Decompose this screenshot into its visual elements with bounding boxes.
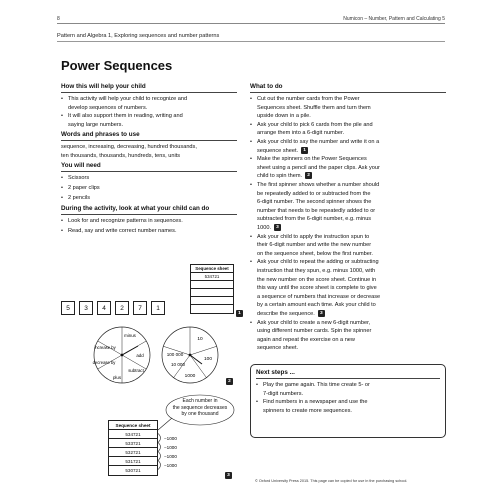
sequence-sheet-row (191, 305, 233, 313)
instruction-bullet (250, 233, 369, 242)
need-item: • Scissors (61, 174, 89, 183)
step-badge: 1 (301, 147, 308, 154)
spinner-label: plus (112, 375, 122, 380)
book-title: Numicon – Number, Pattern and Calculating 5 (343, 16, 445, 22)
instruction-bullet (250, 181, 379, 190)
step-badge: 1 (236, 310, 243, 317)
sequence-sheet-row: 533721 (109, 439, 157, 448)
callout-line: the sequence decreases (172, 404, 228, 411)
sequence-sheet-example (108, 420, 158, 476)
copyright-footer: © Oxford University Press 2015. This page can be copied for use in the purchasing school. (255, 479, 408, 483)
unit-subtitle: Pattern and Algebra 1, Exploring sequences and number patterns (57, 33, 220, 39)
number-card: 1 (151, 301, 165, 315)
instruction-text: subtracted from the 6-digit number, e.g. minus (257, 216, 372, 223)
words-heading: Words and phrases to use (61, 131, 140, 138)
words-line: ten thousands, thousands, hundreds, tens, units (61, 152, 181, 159)
step-badge: 3 (225, 472, 232, 479)
sequence-sheet-title: Sequence sheet (191, 265, 233, 273)
spinner-label: 100 (203, 357, 213, 362)
help-bullet: • This activity will help your child to recognize and (61, 95, 187, 104)
spinner-label: 10 000 (170, 362, 186, 367)
number-card: 4 (97, 301, 111, 315)
instruction-line (263, 407, 352, 416)
instruction-text: using different number cards. Spin the spinner (257, 328, 372, 335)
during-heading: During the activity, look at what your child can do (61, 205, 210, 212)
instruction-text: Ask your child to repeat the adding or subtracting (257, 259, 379, 266)
instruction-text: describe the sequence. (257, 311, 315, 317)
instruction-bullet (250, 155, 367, 164)
instruction-bullet (256, 398, 367, 407)
instruction-line (257, 164, 380, 173)
instruction-text: sequence sheet. (257, 345, 299, 352)
step-badge: 2 (305, 172, 312, 179)
sequence-sheet-row (191, 281, 233, 289)
difference-label: −1000 (164, 436, 177, 441)
callout-text (168, 398, 232, 418)
instruction-bullet (250, 138, 379, 147)
instruction-line (263, 390, 303, 399)
words-line: sequence, increasing, decreasing, hundred thousands, (61, 144, 197, 150)
spinner-label: 10 (197, 337, 203, 342)
instruction-line (257, 190, 371, 199)
spinner-label: subtract (128, 368, 144, 373)
header-rule (57, 23, 445, 24)
instruction-line (257, 276, 376, 285)
instruction-bullet (250, 95, 360, 104)
step-badge: 2 (226, 378, 233, 385)
instruction-line (257, 301, 376, 310)
instruction-text: sheet using a pencil and the paper clips. Ask your (257, 164, 380, 171)
sequence-sheet-small (190, 264, 234, 314)
difference-label: −1000 (164, 445, 177, 450)
callout-line: Each number in (182, 398, 218, 404)
instruction-text: their 6-digit number and write the new number (257, 242, 372, 249)
page-number: 8 (57, 16, 60, 22)
instruction-text: Find numbers in a newspaper and use the (263, 399, 368, 406)
instruction-line (257, 129, 344, 138)
number-card: 3 (79, 301, 93, 315)
instruction-text: on the sequence sheet, below the first number. (257, 250, 373, 257)
instruction-line (257, 267, 375, 276)
number-card: 7 (133, 301, 147, 315)
during-item: • Look for and recognize patterns in sequences. (61, 217, 183, 226)
instruction-text: Ask your child to apply the instruction spun to (257, 233, 370, 240)
need-item: • 2 pencils (61, 194, 90, 203)
step-badge: 3 (274, 224, 281, 231)
instruction-line (257, 336, 355, 345)
need-rule (61, 171, 237, 172)
next-steps-heading: Next steps ... (256, 369, 295, 376)
number-card: 5 (61, 301, 75, 315)
next-steps-rule (256, 378, 440, 379)
instruction-line (257, 207, 375, 216)
need-heading: You will need (61, 162, 101, 169)
instruction-line (257, 327, 371, 336)
sequence-sheet-row (191, 289, 233, 297)
help-line: develop sequences of numbers. (68, 104, 148, 111)
instruction-line (257, 344, 298, 353)
instruction-text: Ask your child to create a new 6-digit number, (257, 319, 371, 326)
instruction-bullet (250, 258, 379, 267)
instruction-text: Ask your child to say the number and write it on a (257, 139, 380, 145)
todo-heading: What to do (250, 83, 283, 90)
instruction-text: instruction that they spun, e.g. minus 1000, with (257, 268, 376, 274)
instruction-line (257, 310, 325, 319)
page-title: Power Sequences (61, 58, 173, 73)
sequence-sheet-row: 531721 (109, 457, 157, 466)
during-rule (61, 214, 237, 215)
instruction-line (257, 250, 373, 259)
instruction-text: Make the spinners on the Power Sequences (257, 156, 367, 163)
spinners-figure (92, 324, 222, 386)
subtitle-rule (57, 41, 445, 42)
instruction-text: number that needs to be repeatedly added to or (257, 207, 376, 214)
instruction-text: Cut out the number cards from the Power (257, 96, 360, 102)
sequence-sheet-title: Sequence sheet (109, 421, 157, 430)
instruction-text: The first spinner shows whether a number should (257, 182, 380, 188)
during-item: • Read, say and write correct number names. (61, 227, 177, 236)
running-header (57, 14, 445, 24)
instruction-line (257, 172, 312, 181)
instruction-text: Play the game again. This time create 5- or (263, 382, 370, 388)
instruction-line (257, 198, 371, 207)
instruction-line (257, 241, 371, 250)
instruction-text: a sequence of numbers that increase or decrease (257, 293, 381, 300)
instruction-text: by a certain amount each time. Ask your child to (257, 302, 376, 309)
operation-spinner (93, 327, 150, 383)
instruction-line (257, 224, 281, 233)
words-rule (61, 140, 237, 141)
instruction-line (257, 293, 380, 302)
sequence-sheet-row (191, 297, 233, 305)
instruction-bullet (250, 121, 373, 130)
amount-spinner (162, 327, 218, 383)
instruction-text: the new number on the score sheet. Continue in (257, 276, 377, 283)
instruction-text: this way until the score sheet is complete to give (257, 285, 377, 292)
instruction-text: 6-digit number. The second spinner shows the (257, 199, 372, 206)
help-bullet: • It will also support them in reading, writing and (61, 112, 183, 121)
sequence-sheet-row: 532721 (109, 448, 157, 457)
number-card: 2 (115, 301, 129, 315)
difference-label: −1000 (164, 454, 177, 459)
spinner-label: minus (124, 333, 136, 338)
instruction-text: again and repeat the exercise on a new (257, 336, 355, 343)
spinner-label: increase by (94, 345, 116, 350)
spinner-label: 100 000 (166, 352, 184, 357)
help-rule (61, 92, 237, 93)
instruction-text: Ask your child to pick 6 cards from the pile and (257, 121, 373, 128)
step-badge: 3 (318, 310, 325, 317)
spinner-label: add (136, 353, 144, 358)
instruction-line (257, 147, 308, 156)
sequence-sheet-row: 534721 (109, 430, 157, 439)
instruction-line (257, 104, 371, 113)
instruction-line (257, 284, 377, 293)
help-line: saying large numbers. (68, 121, 124, 128)
callout-line: by one thousand (181, 411, 219, 417)
sequence-sheet-row: 534721 (191, 273, 233, 281)
instruction-text: 1000. (257, 225, 271, 231)
instruction-line (257, 112, 311, 121)
need-item: • 2 paper clips (61, 184, 100, 193)
spinner-label: 1000 (184, 374, 196, 379)
instruction-text: spinners to create more sequences. (263, 407, 352, 414)
instruction-text: be repeatedly added to or subtracted from the (257, 190, 371, 197)
instruction-text: child to spin them. (257, 173, 303, 180)
difference-label: −1000 (164, 463, 177, 468)
instruction-text: upside down in a pile. (257, 113, 311, 120)
instruction-text: 7-digit numbers. (263, 390, 304, 397)
instruction-bullet (250, 319, 370, 328)
instruction-text: arrange them into a 6-digit number. (257, 130, 345, 137)
spinner-label: decrease by (92, 360, 116, 365)
instruction-text: sequence sheet. (257, 147, 299, 154)
instruction-text: Sequences sheet. Shuffle them and turn them (257, 104, 371, 111)
help-heading: How this will help your child (61, 83, 146, 90)
difference-brackets (158, 429, 198, 477)
todo-rule (250, 92, 446, 93)
sequence-sheet-row: 530721 (125, 468, 141, 473)
instruction-bullet (256, 381, 370, 390)
instruction-line (257, 215, 371, 224)
